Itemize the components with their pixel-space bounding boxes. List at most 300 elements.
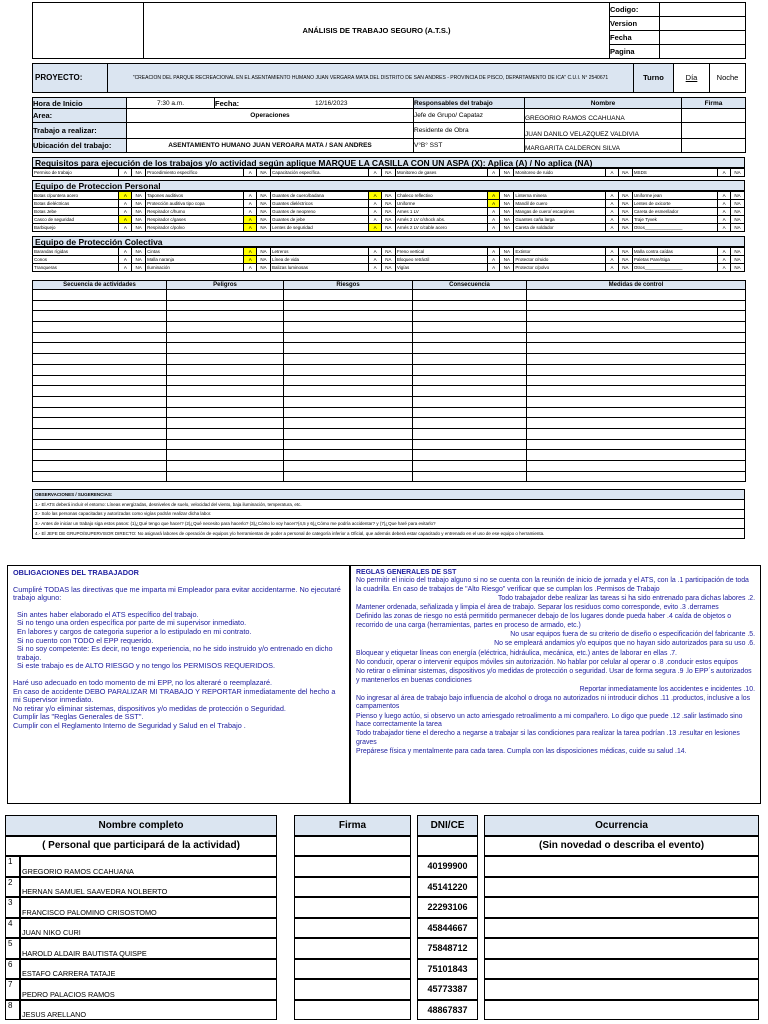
activity-cell[interactable] [527, 354, 746, 365]
obs-title: OBSERVACIONES / SUGERENCIAS: [33, 490, 745, 500]
epp-no-aplica-box[interactable]: NA [257, 192, 271, 200]
activity-cell[interactable] [527, 375, 746, 386]
regla-item: Reportar inmediatamente los accidentes e incidentes .10. [579, 685, 755, 693]
epc-no-aplica-box[interactable]: NA [618, 248, 632, 256]
activity-cell[interactable] [413, 439, 527, 450]
participant-dni[interactable]: 75101843 [417, 959, 478, 980]
activity-cell[interactable] [413, 375, 527, 386]
activity-cell[interactable] [527, 407, 746, 418]
obligaciones-list [13, 611, 344, 671]
epc-aplica-box[interactable]: A [606, 248, 619, 256]
epp-aplica-box[interactable]: A [487, 208, 500, 216]
req-na-3[interactable]: NA [382, 169, 396, 177]
epp-no-aplica-box[interactable]: NA [731, 200, 745, 208]
epc-aplica-box[interactable]: A [369, 256, 382, 264]
epp-aplica-box[interactable]: A [606, 224, 619, 232]
trabajo-value[interactable] [127, 123, 414, 138]
spacer [277, 979, 294, 1000]
turno-dia[interactable]: Día [674, 64, 710, 93]
h-ocurrencia: Ocurrencia [484, 815, 759, 836]
activity-cell[interactable] [527, 322, 746, 333]
participant-signature[interactable] [294, 877, 411, 898]
regla-item: Todo trabajador tiene el derecho a negarse a trabajar si las condiciones para realizar la tarea podrían .13 .resultar en lesiones graves [356, 730, 740, 746]
req-a-3[interactable]: A [369, 169, 382, 177]
epp-item: Arnés 2 LV c/cable acero [395, 224, 487, 232]
regla-item: Bloquear y etiquetar líneas con energía (eléctrica, hidráulica, mecánica, etc.) antes de laborar en ellas .7. [356, 649, 677, 657]
resp-name-1[interactable]: GREGORIO RAMOS CCAHUANA [525, 109, 682, 123]
epp-aplica-box[interactable]: A [119, 208, 132, 216]
version-value[interactable] [660, 17, 746, 31]
requisitos-grid [32, 168, 745, 177]
activity-cell[interactable] [33, 290, 167, 301]
participant-dni[interactable]: 22293106 [417, 897, 478, 918]
activity-cell[interactable] [413, 311, 527, 322]
activity-cell[interactable] [527, 343, 746, 354]
participant-ocurrencia[interactable] [484, 856, 759, 877]
epp-no-aplica-box[interactable]: NA [618, 216, 632, 224]
epp-no-aplica-box[interactable]: NA [382, 224, 396, 232]
participant-name[interactable]: JUAN NIKO CURI [20, 918, 277, 939]
epp-aplica-box[interactable]: A [606, 216, 619, 224]
participant-number: 5 [5, 938, 20, 959]
req-na-1[interactable]: NA [132, 169, 146, 177]
activity-cell[interactable] [167, 375, 284, 386]
participant-name[interactable]: GREGORIO RAMOS CCAHUANA [20, 856, 277, 877]
activity-cell[interactable] [167, 343, 284, 354]
epc-aplica-box[interactable]: A [606, 264, 619, 272]
epc-item: Balizas luminosas [271, 264, 369, 272]
participant-ocurrencia[interactable] [484, 918, 759, 939]
epc-no-aplica-box[interactable]: NA [618, 256, 632, 264]
participant-number: 1 [5, 856, 20, 877]
activity-cell[interactable] [33, 343, 167, 354]
epp-aplica-box[interactable]: A [487, 216, 500, 224]
activity-cell[interactable] [527, 439, 746, 450]
participant-number: 7 [5, 979, 20, 1000]
activity-cell[interactable] [33, 311, 167, 322]
regla-item: Todo trabajador debe realizar las tareas si ha sido entrenado para dichas labores .2. [497, 594, 755, 602]
participant-signature[interactable] [294, 979, 411, 1000]
activity-cell[interactable] [413, 471, 527, 482]
activity-cell[interactable] [413, 364, 527, 375]
activity-cell[interactable] [527, 311, 746, 322]
epc-no-aplica-box[interactable]: NA [500, 256, 514, 264]
participant-name[interactable]: HERNAN SAMUEL SAAVEDRA NOLBERTO [20, 877, 277, 898]
epc-no-aplica-box[interactable]: NA [618, 264, 632, 272]
epc-item: Barandas rígidas [33, 248, 119, 256]
epp-no-aplica-box[interactable]: NA [618, 208, 632, 216]
epp-no-aplica-box[interactable]: NA [382, 200, 396, 208]
epp-no-aplica-box[interactable]: NA [257, 216, 271, 224]
epc-title: Equipo de Protección Colectiva [32, 236, 745, 247]
epc-aplica-box[interactable]: A [718, 248, 731, 256]
activity-cell[interactable] [167, 290, 284, 301]
participant-number: 4 [5, 918, 20, 939]
activity-cell[interactable] [167, 439, 284, 450]
epp-no-aplica-box[interactable]: NA [257, 224, 271, 232]
epc-aplica-box[interactable]: A [369, 264, 382, 272]
epc-aplica-box[interactable]: A [119, 264, 132, 272]
epp-no-aplica-box[interactable]: NA [257, 208, 271, 216]
activity-cell[interactable] [33, 418, 167, 429]
epp-no-aplica-box[interactable]: NA [132, 200, 146, 208]
epp-no-aplica-box[interactable]: NA [500, 200, 514, 208]
epp-aplica-box[interactable]: A [718, 200, 731, 208]
epp-aplica-box[interactable]: A [718, 216, 731, 224]
epc-aplica-box[interactable]: A [244, 264, 257, 272]
fecha-value[interactable] [660, 31, 746, 45]
info-table [32, 97, 746, 153]
activity-cell[interactable] [527, 396, 746, 407]
epp-aplica-box[interactable]: A [369, 208, 382, 216]
participant-name[interactable]: ESTAFO CARRERA TATAJE [20, 959, 277, 980]
epp-item: Casco de seguridad [33, 216, 119, 224]
activity-cell[interactable] [527, 418, 746, 429]
activity-cell[interactable] [33, 471, 167, 482]
epp-no-aplica-box[interactable]: NA [382, 192, 396, 200]
activity-cell[interactable] [167, 311, 284, 322]
epp-aplica-box[interactable]: A [119, 192, 132, 200]
participant-name[interactable]: HAROLD ALDAIR BAUTISTA QUISPE [20, 938, 277, 959]
activity-cell[interactable] [413, 428, 527, 439]
participant-dni[interactable]: 40199900 [417, 856, 478, 877]
epp-aplica-box[interactable]: A [119, 224, 132, 232]
epc-item: Extintor [514, 248, 606, 256]
activity-cell[interactable] [527, 332, 746, 343]
spacer [277, 918, 294, 939]
participant-dni[interactable]: 45141220 [417, 877, 478, 898]
epc-aplica-box[interactable]: A [606, 256, 619, 264]
activity-cell[interactable] [167, 364, 284, 375]
ubicacion-value[interactable]: ASENTAMIENTO HUMANO JUAN VEROARA MATA / SAN ANDRES [127, 138, 414, 152]
activity-cell[interactable] [413, 354, 527, 365]
h-dni-sub [417, 836, 478, 857]
activity-cell[interactable] [33, 396, 167, 407]
epp-aplica-box[interactable]: A [244, 216, 257, 224]
epp-aplica-box[interactable]: A [487, 224, 500, 232]
epp-aplica-box[interactable]: A [369, 224, 382, 232]
epp-aplica-box[interactable]: A [369, 192, 382, 200]
activity-cell[interactable] [284, 354, 413, 365]
obs-line-2: 2.- Solo las personas capacitadas y autorizadas como vigías podrán realizar dicha labor. [33, 509, 745, 519]
activity-cell[interactable] [33, 386, 167, 397]
participant-ocurrencia[interactable] [484, 1000, 759, 1021]
epc-no-aplica-box[interactable]: NA [382, 264, 396, 272]
participants-table [5, 815, 759, 1020]
epp-no-aplica-box[interactable]: NA [132, 224, 146, 232]
epp-no-aplica-box[interactable]: NA [382, 216, 396, 224]
req-a-2[interactable]: A [244, 169, 257, 177]
epc-no-aplica-box[interactable]: NA [132, 248, 146, 256]
participant-name[interactable]: FRANCISCO PALOMINO CRISOSTOMO [20, 897, 277, 918]
activity-cell[interactable] [167, 396, 284, 407]
epp-item: Uniforme jean [632, 192, 717, 200]
epp-aplica-box[interactable]: A [718, 208, 731, 216]
epp-no-aplica-box[interactable]: NA [731, 224, 745, 232]
activity-cell[interactable] [33, 461, 167, 472]
req-na-2[interactable]: NA [257, 169, 271, 177]
resp-sign-1[interactable] [682, 109, 746, 123]
activity-cell[interactable] [413, 300, 527, 311]
activity-cell[interactable] [167, 428, 284, 439]
activity-cell[interactable] [167, 450, 284, 461]
epp-aplica-box[interactable]: A [718, 192, 731, 200]
activity-cell[interactable] [284, 418, 413, 429]
epc-no-aplica-box[interactable]: NA [500, 264, 514, 272]
resp-sign-2[interactable] [682, 123, 746, 138]
req-na-6[interactable]: NA [731, 169, 745, 177]
fecha-info-label: Fecha: [215, 98, 250, 109]
activity-cell[interactable] [527, 428, 746, 439]
participant-dni[interactable]: 45773387 [417, 979, 478, 1000]
participant-signature[interactable] [294, 897, 411, 918]
epp-item: Respirador c/gases [146, 216, 244, 224]
epc-no-aplica-box[interactable]: NA [500, 248, 514, 256]
participant-signature[interactable] [294, 856, 411, 877]
area-label: Area: [33, 109, 127, 123]
activity-cell[interactable] [284, 375, 413, 386]
epp-no-aplica-box[interactable]: NA [731, 216, 745, 224]
epp-no-aplica-box[interactable]: NA [257, 200, 271, 208]
epc-no-aplica-box[interactable]: NA [382, 256, 396, 264]
req-na-5[interactable]: NA [618, 169, 632, 177]
resp-sign-3[interactable] [682, 138, 746, 152]
reglas-title: REGLAS GENERALES DE SST [356, 569, 457, 576]
activity-cell[interactable] [413, 461, 527, 472]
activity-cell[interactable] [167, 461, 284, 472]
activity-cell[interactable] [284, 290, 413, 301]
req-a-1[interactable]: A [119, 169, 132, 177]
epp-item: Protección auditiva tipo copa [146, 200, 244, 208]
obligacion-item: Si no cuento con TODO el EPP requerido. [17, 635, 154, 645]
participant-signature[interactable] [294, 959, 411, 980]
spacer [277, 938, 294, 959]
epp-aplica-box[interactable]: A [244, 192, 257, 200]
epc-aplica-box[interactable]: A [487, 264, 500, 272]
epp-aplica-box[interactable]: A [487, 200, 500, 208]
hora-value[interactable]: 7:30 a.m. [127, 98, 215, 109]
epp-no-aplica-box[interactable]: NA [132, 216, 146, 224]
epp-aplica-box[interactable]: A [369, 200, 382, 208]
epc-no-aplica-box[interactable]: NA [257, 264, 271, 272]
activity-cell[interactable] [527, 471, 746, 482]
activity-cell[interactable] [167, 300, 284, 311]
participant-ocurrencia[interactable] [484, 979, 759, 1000]
epp-item: Mangas de cuero/ escarpines [514, 208, 606, 216]
participant-dni[interactable]: 75848712 [417, 938, 478, 959]
epp-no-aplica-box[interactable]: NA [500, 208, 514, 216]
epp-no-aplica-box[interactable]: NA [731, 192, 745, 200]
epp-no-aplica-box[interactable]: NA [132, 192, 146, 200]
epp-no-aplica-box[interactable]: NA [618, 192, 632, 200]
activity-cell[interactable] [284, 343, 413, 354]
activity-cell[interactable] [527, 290, 746, 301]
activity-cell[interactable] [413, 332, 527, 343]
epp-item: Guantes de neopreno [271, 208, 369, 216]
activity-cell[interactable] [284, 311, 413, 322]
activity-cell[interactable] [167, 471, 284, 482]
document-title: ANÁLISIS DE TRABAJO SEGURO (A.T.S.) [144, 3, 610, 59]
pagina-value[interactable] [660, 45, 746, 59]
participant-ocurrencia[interactable] [484, 897, 759, 918]
obligacion-item: En labores y cargos de categoria superior a lo estipulado en mi contrato. [17, 626, 252, 636]
firma-header: Firma [682, 98, 746, 109]
activity-cell[interactable] [284, 407, 413, 418]
activity-cell[interactable] [167, 354, 284, 365]
activity-cell[interactable] [413, 407, 527, 418]
epc-aplica-box[interactable]: A [244, 256, 257, 264]
epc-item: Protector c/ruido [514, 256, 606, 264]
fecha-info-value[interactable]: 12/16/2023 [250, 98, 414, 109]
epp-aplica-box[interactable]: A [487, 192, 500, 200]
epc-no-aplica-box[interactable]: NA [382, 248, 396, 256]
codigo-label: Codigo: [610, 3, 660, 17]
activity-cell[interactable] [284, 364, 413, 375]
activity-cell[interactable] [167, 332, 284, 343]
activity-cell[interactable] [167, 322, 284, 333]
participant-ocurrencia[interactable] [484, 959, 759, 980]
epc-aplica-box[interactable]: A [119, 248, 132, 256]
epc-no-aplica-box[interactable]: NA [731, 256, 745, 264]
activity-cell[interactable] [527, 364, 746, 375]
activity-cell[interactable] [33, 332, 167, 343]
epp-no-aplica-box[interactable]: NA [618, 224, 632, 232]
activity-cell[interactable] [33, 322, 167, 333]
epc-item: Vigías [395, 264, 487, 272]
epp-aplica-box[interactable]: A [606, 200, 619, 208]
epp-aplica-box[interactable]: A [119, 216, 132, 224]
activity-cell[interactable] [167, 407, 284, 418]
epp-aplica-box[interactable]: A [606, 192, 619, 200]
activity-cell[interactable] [33, 300, 167, 311]
activity-cell[interactable] [284, 450, 413, 461]
epp-no-aplica-box[interactable]: NA [132, 208, 146, 216]
epp-item: Otros_______________ [632, 224, 717, 232]
req-a-6[interactable]: A [718, 169, 731, 177]
activity-cell[interactable] [527, 461, 746, 472]
activity-cell[interactable] [413, 418, 527, 429]
observaciones-table [32, 489, 745, 539]
epc-aplica-box[interactable]: A [119, 256, 132, 264]
req-na-4[interactable]: NA [500, 169, 514, 177]
epc-no-aplica-box[interactable]: NA [731, 264, 745, 272]
epp-aplica-box[interactable]: A [244, 208, 257, 216]
activity-cell[interactable] [33, 354, 167, 365]
participant-dni[interactable]: 48867837 [417, 1000, 478, 1021]
activity-cell[interactable] [284, 439, 413, 450]
activity-cell[interactable] [33, 364, 167, 375]
epp-item: Guantes de cuero/badana [271, 192, 369, 200]
epc-no-aplica-box[interactable]: NA [257, 256, 271, 264]
activity-cell[interactable] [413, 396, 527, 407]
activity-cell[interactable] [413, 343, 527, 354]
obligacion-extra: En caso de accidente DEBO PARALIZAR MI TRABAJO Y REPORTAR inmediatamente del hecho a mi Supervisor inmediato. [13, 686, 336, 705]
activity-cell[interactable] [284, 428, 413, 439]
activity-cell[interactable] [33, 428, 167, 439]
epp-no-aplica-box[interactable]: NA [731, 208, 745, 216]
activity-cell[interactable] [527, 300, 746, 311]
epc-aplica-box[interactable]: A [369, 248, 382, 256]
activity-cell[interactable] [413, 322, 527, 333]
epc-aplica-box[interactable]: A [487, 256, 500, 264]
area-value[interactable]: Operaciones [127, 109, 414, 123]
resp-name-3[interactable]: MARGARITA CALDERON SILVA [525, 138, 682, 152]
epc-item: Malla naranja [146, 256, 244, 264]
req-a-5[interactable]: A [606, 169, 619, 177]
codigo-value[interactable] [660, 3, 746, 17]
epc-no-aplica-box[interactable]: NA [132, 256, 146, 264]
epp-aplica-box[interactable]: A [606, 208, 619, 216]
epc-no-aplica-box[interactable]: NA [731, 248, 745, 256]
epc-item: Iluminación [146, 264, 244, 272]
participant-ocurrencia[interactable] [484, 938, 759, 959]
epc-no-aplica-box[interactable]: NA [132, 264, 146, 272]
activity-cell[interactable] [167, 418, 284, 429]
activity-cell[interactable] [413, 450, 527, 461]
epc-no-aplica-box[interactable]: NA [257, 248, 271, 256]
epp-no-aplica-box[interactable]: NA [500, 192, 514, 200]
reglas-box [350, 565, 761, 804]
activity-cell[interactable] [284, 461, 413, 472]
activity-cell[interactable] [527, 450, 746, 461]
epp-no-aplica-box[interactable]: NA [500, 224, 514, 232]
epp-aplica-box[interactable]: A [718, 224, 731, 232]
participant-dni[interactable]: 45844667 [417, 918, 478, 939]
col-peligros: Peligros [167, 281, 284, 290]
activity-cell[interactable] [284, 300, 413, 311]
participant-signature[interactable] [294, 1000, 411, 1021]
epp-no-aplica-box[interactable]: NA [382, 208, 396, 216]
activity-cell[interactable] [33, 439, 167, 450]
epc-item: Cintas [146, 248, 244, 256]
epc-aplica-box[interactable]: A [244, 248, 257, 256]
activity-cell[interactable] [284, 396, 413, 407]
epp-no-aplica-box[interactable]: NA [618, 200, 632, 208]
activity-cell[interactable] [284, 471, 413, 482]
spacer [277, 897, 294, 918]
epp-aplica-box[interactable]: A [244, 200, 257, 208]
participant-ocurrencia[interactable] [484, 877, 759, 898]
participant-name[interactable]: PEDRO PALACIOS RAMOS [20, 979, 277, 1000]
obligacion-extra: No retirar y/o eliminar sistemas, dispositivos y/o medidas de protección o Seguridad. [13, 703, 286, 713]
participant-signature[interactable] [294, 938, 411, 959]
activity-cell[interactable] [413, 290, 527, 301]
epp-item: Guantes dieléctricos [271, 200, 369, 208]
epc-aplica-box[interactable]: A [718, 264, 731, 272]
epp-aplica-box[interactable]: A [244, 224, 257, 232]
resp-name-2[interactable]: JUAN DANILO VELAZQUEZ VALDIVIA [525, 123, 682, 138]
activity-cell[interactable] [33, 407, 167, 418]
turno-noche[interactable]: Noche [710, 64, 746, 93]
epp-aplica-box[interactable]: A [369, 216, 382, 224]
regla-item: No usar equipos fuera de su criterio de diseño o especificación del fabricante .5. [510, 631, 755, 639]
activity-cell[interactable] [167, 386, 284, 397]
req-a-4[interactable]: A [487, 169, 500, 177]
activity-cell[interactable] [33, 375, 167, 386]
activity-cell[interactable] [284, 386, 413, 397]
activity-cell[interactable] [33, 450, 167, 461]
activity-cell[interactable] [284, 322, 413, 333]
epc-aplica-box[interactable]: A [487, 248, 500, 256]
epp-no-aplica-box[interactable]: NA [500, 216, 514, 224]
participant-signature[interactable] [294, 918, 411, 939]
epp-aplica-box[interactable]: A [119, 200, 132, 208]
participant-name[interactable]: JESUS ARELLANO [20, 1000, 277, 1021]
activity-cell[interactable] [527, 386, 746, 397]
epc-aplica-box[interactable]: A [718, 256, 731, 264]
activity-cell[interactable] [413, 386, 527, 397]
activity-cell[interactable] [284, 332, 413, 343]
